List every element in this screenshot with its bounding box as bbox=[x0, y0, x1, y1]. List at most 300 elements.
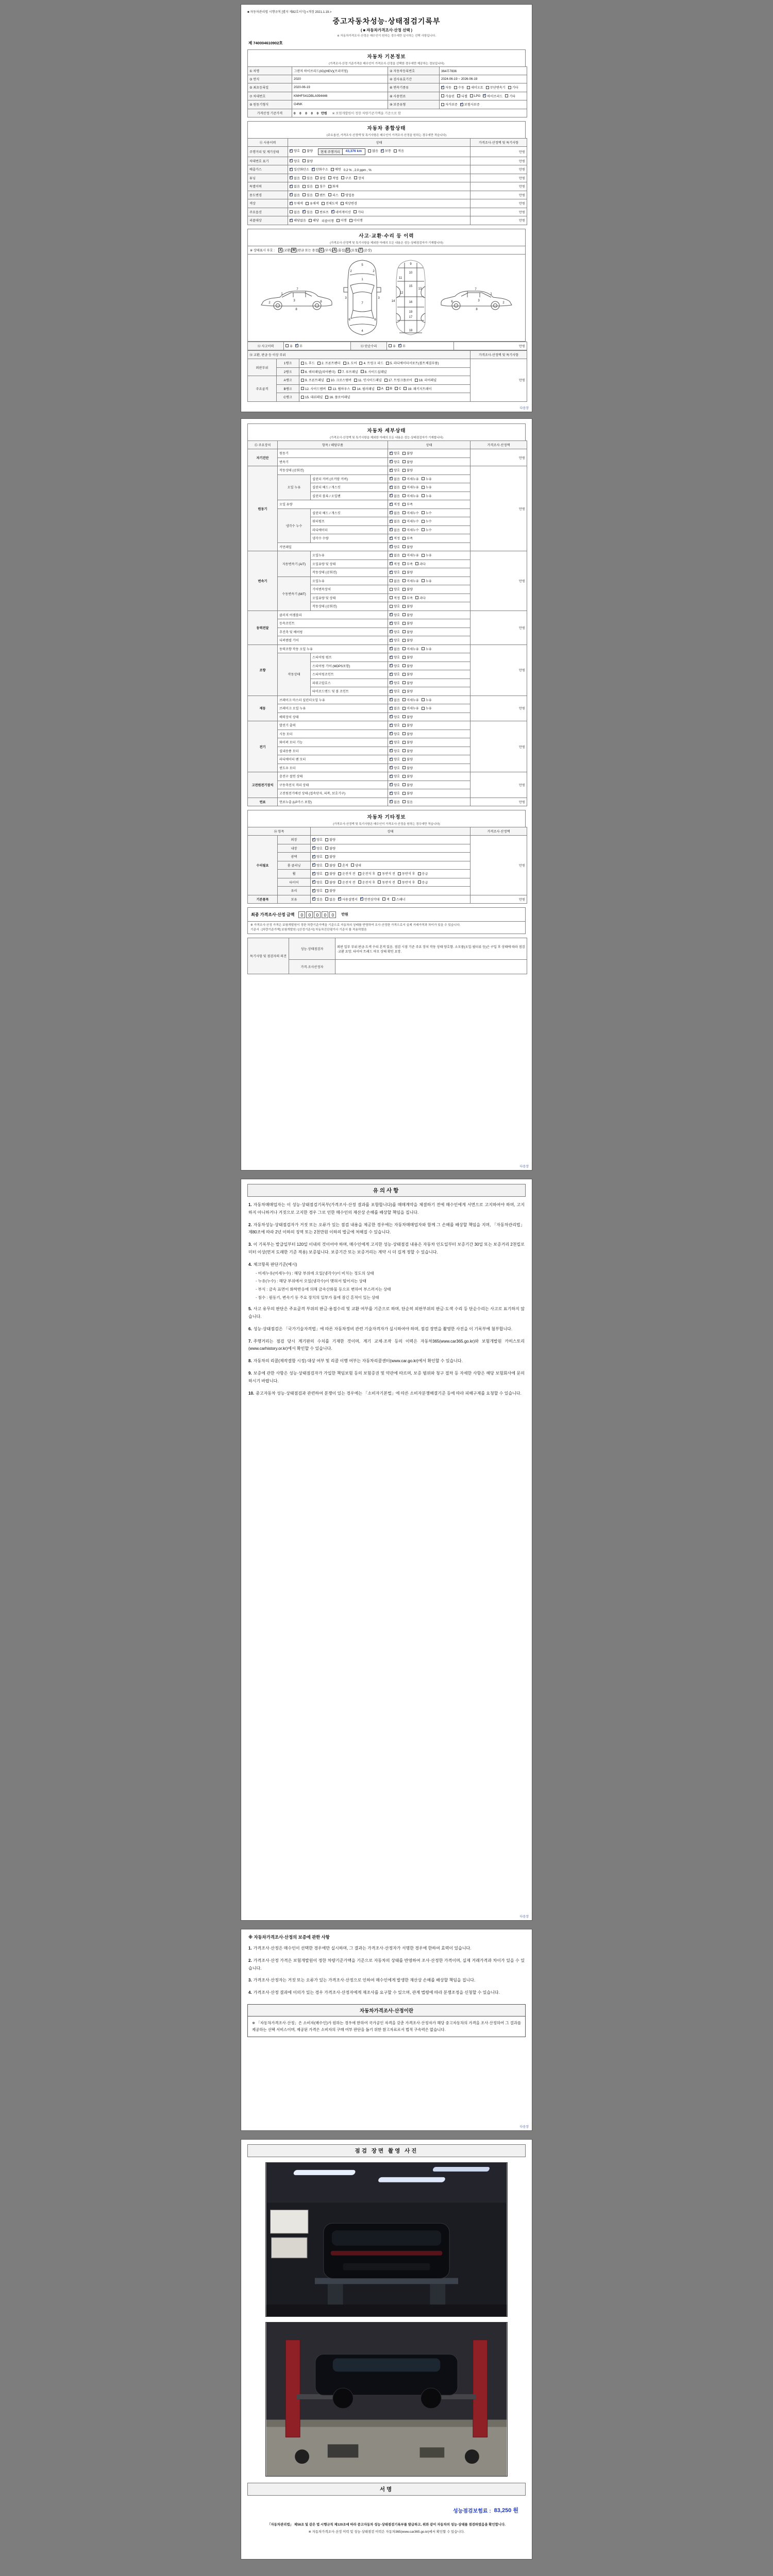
checkbox[interactable] bbox=[358, 880, 361, 884]
checkbox[interactable] bbox=[415, 562, 418, 565]
checkbox[interactable] bbox=[454, 86, 457, 89]
checkbox[interactable] bbox=[328, 387, 331, 390]
checkbox[interactable] bbox=[402, 630, 406, 633]
checkbox[interactable] bbox=[402, 554, 406, 557]
checkbox[interactable] bbox=[390, 783, 393, 786]
checkbox[interactable] bbox=[402, 477, 406, 480]
checkbox[interactable] bbox=[402, 656, 406, 659]
checkbox[interactable] bbox=[390, 528, 393, 531]
checkbox[interactable] bbox=[301, 362, 304, 365]
checkbox[interactable] bbox=[382, 897, 385, 901]
checkbox[interactable] bbox=[390, 622, 393, 625]
checkbox[interactable] bbox=[349, 219, 352, 222]
field-value: G4NK bbox=[292, 100, 388, 109]
checkbox[interactable] bbox=[418, 880, 421, 884]
checkbox-option bbox=[402, 800, 413, 804]
checkbox[interactable] bbox=[325, 880, 328, 884]
checkbox-option bbox=[390, 511, 400, 515]
checkbox[interactable] bbox=[398, 880, 401, 884]
checkbox[interactable] bbox=[402, 732, 406, 735]
checkbox[interactable] bbox=[394, 149, 397, 152]
checkbox[interactable] bbox=[325, 838, 328, 841]
checkbox[interactable] bbox=[402, 664, 406, 667]
checkbox[interactable] bbox=[402, 792, 406, 795]
notice-text: 자동차성능·상태점검자가 거짓 또는 오류가 있는 점검 내용을 제공한 경우에는 자동차매매업자와 함께 그 손해를 배상할 책임을 지며, 「자동차관리법」 제80조에 따라 2년 이하의 징역 또는 2천만원 이하의 벌금에 처해질 수 있습니다. bbox=[248, 1222, 525, 1235]
state-cell bbox=[288, 216, 470, 225]
checkbox[interactable] bbox=[303, 159, 306, 162]
checkbox-label: 미세누유 bbox=[406, 579, 419, 583]
checkbox[interactable] bbox=[402, 469, 406, 472]
checkbox[interactable] bbox=[386, 362, 389, 365]
field-label: ⑥ 변속기종류 bbox=[388, 83, 440, 92]
inspection-photo-1 bbox=[265, 2162, 508, 2317]
checkbox[interactable] bbox=[390, 486, 393, 489]
checkbox[interactable] bbox=[312, 838, 315, 841]
checkbox[interactable] bbox=[325, 863, 328, 867]
checkbox-option bbox=[290, 218, 306, 223]
checkbox[interactable] bbox=[384, 379, 388, 382]
insurance-fee-value: 83,250 원 bbox=[494, 2507, 518, 2514]
checkbox[interactable] bbox=[358, 872, 361, 875]
checkbox[interactable] bbox=[402, 783, 406, 786]
checkbox[interactable] bbox=[290, 185, 293, 188]
checkbox[interactable] bbox=[328, 185, 331, 188]
checkbox[interactable] bbox=[390, 469, 393, 472]
checkbox[interactable] bbox=[341, 176, 344, 179]
checkbox[interactable] bbox=[327, 379, 330, 382]
checkbox[interactable] bbox=[317, 362, 321, 365]
rank-label: 2랭크 bbox=[277, 367, 299, 376]
checkbox[interactable] bbox=[402, 562, 406, 565]
checkbox-option bbox=[390, 477, 400, 481]
checkbox[interactable] bbox=[457, 94, 460, 97]
checkbox[interactable] bbox=[328, 176, 331, 179]
checkbox[interactable] bbox=[390, 596, 393, 599]
notice-item bbox=[248, 1326, 525, 1333]
device-label: 연료 bbox=[248, 798, 278, 806]
checkbox[interactable] bbox=[441, 86, 444, 89]
checkbox[interactable] bbox=[390, 741, 393, 744]
checkbox[interactable] bbox=[352, 387, 356, 390]
checkbox[interactable] bbox=[402, 715, 406, 718]
checkbox[interactable] bbox=[338, 880, 341, 884]
checkbox[interactable] bbox=[360, 897, 363, 901]
checkbox[interactable] bbox=[290, 193, 293, 196]
checkbox[interactable] bbox=[390, 800, 393, 803]
checkbox[interactable] bbox=[402, 690, 406, 693]
checkbox-option bbox=[315, 184, 326, 189]
checkbox-option bbox=[390, 494, 400, 498]
checkbox[interactable] bbox=[301, 387, 304, 390]
table-row bbox=[248, 721, 527, 730]
checkbox[interactable] bbox=[402, 622, 406, 625]
section-header-etc bbox=[247, 810, 526, 827]
checkbox[interactable] bbox=[315, 185, 318, 188]
checkbox[interactable] bbox=[390, 664, 393, 667]
checkbox[interactable] bbox=[422, 707, 425, 710]
checkbox-label: 적정 bbox=[394, 596, 400, 600]
checkbox[interactable] bbox=[402, 537, 406, 540]
checkbox[interactable] bbox=[470, 94, 473, 97]
checkbox[interactable] bbox=[402, 681, 406, 684]
checkbox[interactable] bbox=[390, 724, 393, 727]
checkbox-label: 있음 bbox=[306, 185, 313, 189]
notice-title: 유의사항 bbox=[247, 1184, 526, 1197]
form-reference: ■ 자동차관리법 시행규칙 [별지 제82호서식] <개정 2021.1.19.> bbox=[247, 11, 332, 14]
checkbox[interactable] bbox=[338, 370, 341, 373]
checkbox[interactable] bbox=[390, 715, 393, 718]
checkbox[interactable] bbox=[325, 396, 328, 399]
checkbox[interactable] bbox=[390, 460, 393, 463]
checkbox[interactable] bbox=[402, 605, 406, 608]
checkbox[interactable] bbox=[312, 846, 315, 850]
checkbox[interactable] bbox=[312, 889, 315, 892]
checkbox[interactable] bbox=[341, 193, 344, 196]
checkbox[interactable] bbox=[402, 647, 406, 650]
checkbox-option bbox=[343, 361, 357, 365]
checkbox[interactable] bbox=[295, 344, 298, 347]
checkbox[interactable] bbox=[337, 219, 340, 222]
checkbox[interactable] bbox=[338, 863, 341, 867]
checkbox[interactable] bbox=[390, 749, 393, 752]
checkbox-label: 미세누수 bbox=[406, 511, 419, 515]
checkbox[interactable] bbox=[390, 588, 393, 591]
checkbox[interactable] bbox=[312, 872, 315, 875]
checkbox[interactable] bbox=[325, 846, 328, 850]
checkbox[interactable] bbox=[415, 379, 418, 382]
checkbox[interactable] bbox=[303, 210, 306, 213]
state-cell bbox=[388, 798, 470, 806]
checkbox[interactable] bbox=[422, 477, 425, 480]
checkbox[interactable] bbox=[422, 486, 425, 489]
checkbox[interactable] bbox=[415, 596, 418, 599]
checkbox[interactable] bbox=[390, 545, 393, 548]
checkbox[interactable] bbox=[386, 387, 389, 390]
price-cell: 만원 bbox=[470, 216, 527, 225]
checkbox-label: 장치 bbox=[358, 176, 364, 180]
checkbox[interactable] bbox=[325, 872, 328, 875]
checkbox[interactable] bbox=[389, 344, 392, 347]
remarks-who: 성능·상태점검자 bbox=[289, 938, 335, 960]
checkbox[interactable] bbox=[390, 571, 393, 574]
checkbox[interactable] bbox=[402, 758, 406, 761]
checkbox-option bbox=[303, 176, 313, 180]
checkbox[interactable] bbox=[402, 749, 406, 752]
item-label: 발전기 출력 bbox=[278, 721, 388, 730]
checkbox[interactable] bbox=[312, 863, 315, 867]
checkbox-label: 16. 플로어패널 bbox=[329, 396, 350, 399]
checkbox[interactable] bbox=[331, 210, 334, 213]
checkbox-label: 불량 bbox=[406, 766, 413, 770]
checkbox[interactable] bbox=[402, 511, 406, 514]
checkbox[interactable] bbox=[331, 168, 334, 171]
checkbox[interactable] bbox=[343, 362, 346, 365]
checkbox[interactable] bbox=[422, 579, 425, 582]
notice-item bbox=[248, 1390, 525, 1398]
checkbox[interactable] bbox=[325, 855, 328, 858]
state-cell bbox=[388, 457, 470, 466]
use-history-label: 튜닝 bbox=[248, 174, 288, 182]
checkbox[interactable] bbox=[460, 103, 463, 106]
checkbox[interactable] bbox=[309, 219, 312, 222]
checkbox[interactable] bbox=[508, 86, 511, 89]
checkbox[interactable] bbox=[402, 707, 406, 710]
checkbox[interactable] bbox=[402, 588, 406, 591]
checkbox[interactable] bbox=[325, 897, 328, 901]
section-note: (가격조사·산정액 및 특기사항을 제외한 아래의 모든 내용은 성능·상태점검자가 기재합니다) bbox=[330, 241, 443, 245]
checkbox[interactable] bbox=[354, 176, 357, 179]
checkbox[interactable] bbox=[390, 775, 393, 778]
checkbox[interactable] bbox=[390, 503, 393, 506]
diagram-part-number: 6 bbox=[320, 300, 322, 303]
item-label: 오일유량 및 상태 bbox=[311, 560, 388, 568]
checkbox[interactable] bbox=[402, 698, 406, 701]
checkbox[interactable] bbox=[402, 486, 406, 489]
checkbox[interactable] bbox=[390, 520, 393, 523]
checkbox[interactable] bbox=[359, 362, 362, 365]
item-label: 브레이크 오일 누유 bbox=[278, 704, 388, 713]
base-price-unit: 만원 bbox=[321, 111, 327, 115]
checkbox[interactable] bbox=[402, 452, 406, 455]
checkbox[interactable] bbox=[390, 681, 393, 684]
remarks-text: 외판 일부 부위 판금·도색 수리 흔적 있음. 점검 시점 기준 주요 장치 작동 상태 양호함. 소모품(오일·필터류 등)은 구입 후 상태에 따라 점검·교환 요망. 타이어 트레드 마모 상태 확인 요망. bbox=[335, 938, 527, 960]
notice-item bbox=[248, 1201, 525, 1217]
checkbox[interactable] bbox=[351, 863, 354, 867]
checkbox[interactable] bbox=[390, 452, 393, 455]
checkbox[interactable] bbox=[402, 494, 406, 497]
checkbox[interactable] bbox=[306, 202, 309, 205]
checkbox[interactable] bbox=[290, 210, 293, 213]
table-row bbox=[248, 938, 527, 960]
checkbox[interactable] bbox=[390, 639, 393, 642]
checkbox[interactable] bbox=[422, 554, 425, 557]
checkbox-label: 유 bbox=[393, 344, 396, 348]
checkbox-label: 미이행 bbox=[353, 219, 363, 223]
table-row bbox=[248, 836, 527, 844]
checkbox[interactable] bbox=[354, 210, 357, 213]
checkbox[interactable] bbox=[402, 579, 406, 582]
checkbox[interactable] bbox=[390, 698, 393, 701]
checkbox-label: 기타 bbox=[509, 94, 516, 98]
checkbox[interactable] bbox=[402, 639, 406, 642]
checkbox[interactable] bbox=[398, 872, 401, 875]
checkbox[interactable] bbox=[338, 897, 341, 901]
checkbox-label: 유 bbox=[290, 344, 293, 348]
checkbox[interactable] bbox=[422, 520, 425, 523]
checkbox[interactable] bbox=[390, 537, 393, 540]
checkbox-label: 없음 bbox=[394, 554, 400, 557]
checkbox-option bbox=[402, 451, 413, 455]
checkbox[interactable] bbox=[390, 613, 393, 616]
checkbox[interactable] bbox=[378, 872, 381, 875]
state-cell bbox=[388, 577, 470, 585]
checkbox[interactable] bbox=[290, 149, 293, 152]
rank-label: C랭크 bbox=[277, 393, 299, 402]
checkbox-option bbox=[338, 897, 358, 902]
checkbox[interactable] bbox=[312, 855, 315, 858]
checkbox[interactable] bbox=[422, 698, 425, 701]
checkbox-option bbox=[349, 218, 363, 223]
checkbox-label: 썬루프 bbox=[319, 210, 329, 214]
checkbox[interactable] bbox=[361, 370, 364, 373]
checkbox-label: 누수 bbox=[425, 520, 432, 523]
price-cell: 만원 bbox=[470, 895, 527, 904]
checkbox-option bbox=[390, 485, 400, 489]
checkbox[interactable] bbox=[301, 396, 304, 399]
checkbox[interactable] bbox=[303, 149, 306, 152]
checkbox[interactable] bbox=[312, 168, 315, 171]
checkbox[interactable] bbox=[341, 202, 344, 205]
checkbox-label: 적정 bbox=[394, 537, 400, 540]
checkbox[interactable] bbox=[422, 528, 425, 531]
section-header-basic bbox=[247, 49, 526, 66]
checkbox-option bbox=[301, 395, 323, 399]
state-cell bbox=[388, 449, 470, 458]
checkbox[interactable] bbox=[418, 872, 421, 875]
checkbox-label: 누유 bbox=[425, 579, 432, 583]
checkbox[interactable] bbox=[325, 889, 328, 892]
photo-section-title: 점검 장면 촬영 사진 bbox=[247, 2144, 526, 2157]
checkbox[interactable] bbox=[290, 219, 293, 222]
checkbox[interactable] bbox=[390, 477, 393, 480]
checkbox[interactable] bbox=[422, 647, 425, 650]
checkbox[interactable] bbox=[303, 193, 306, 196]
checkbox[interactable] bbox=[441, 103, 444, 106]
checkbox[interactable] bbox=[505, 94, 508, 97]
checkbox-label: 과다 bbox=[419, 562, 426, 566]
checkbox[interactable] bbox=[303, 176, 306, 179]
checkbox[interactable] bbox=[390, 554, 393, 557]
checkbox[interactable] bbox=[390, 511, 393, 514]
checkbox[interactable] bbox=[390, 690, 393, 693]
checkbox[interactable] bbox=[328, 193, 331, 196]
checkbox[interactable] bbox=[368, 149, 371, 152]
checkbox[interactable] bbox=[290, 159, 293, 162]
checkbox[interactable] bbox=[441, 94, 444, 97]
checkbox[interactable] bbox=[483, 94, 486, 97]
checkbox[interactable] bbox=[315, 193, 318, 196]
use-history-label: 특별이력 bbox=[248, 182, 288, 191]
checkbox[interactable] bbox=[390, 707, 393, 710]
checkbox[interactable] bbox=[390, 766, 393, 769]
checkbox[interactable] bbox=[402, 800, 406, 803]
final-note-1: ※ 가격조사·산정 가격은 보험개발원이 정한 차량기준가액을 기준으로 자동차의 상태를 반영하여 조사·산정한 가격으로서 실제 거래가격과 차이가 있을 수 있습니다. bbox=[250, 924, 461, 927]
checkbox[interactable] bbox=[402, 741, 406, 744]
checkbox[interactable] bbox=[312, 897, 315, 901]
checkbox-option bbox=[301, 386, 326, 391]
checkbox[interactable] bbox=[402, 673, 406, 676]
checkbox[interactable] bbox=[285, 344, 289, 347]
checkbox[interactable] bbox=[390, 579, 393, 582]
checkbox[interactable] bbox=[290, 176, 293, 179]
checkbox[interactable] bbox=[395, 387, 398, 390]
checkbox[interactable] bbox=[402, 460, 406, 463]
diagram-part-number: 6 bbox=[451, 300, 453, 303]
checkbox-option bbox=[505, 94, 515, 98]
checkbox[interactable] bbox=[290, 202, 293, 205]
next-page-marker: 다음장 bbox=[519, 1165, 529, 1168]
item-label: 원동기 bbox=[278, 449, 388, 458]
checkbox[interactable] bbox=[402, 775, 406, 778]
checkbox[interactable] bbox=[402, 613, 406, 616]
checkbox[interactable] bbox=[402, 724, 406, 727]
item-label: 작동상태 (공회전) bbox=[278, 466, 388, 475]
checkbox-option bbox=[486, 85, 506, 90]
state-cell bbox=[311, 887, 470, 895]
checkbox[interactable] bbox=[354, 379, 357, 382]
checkbox[interactable] bbox=[402, 766, 406, 769]
state-cell bbox=[388, 585, 470, 594]
checkbox[interactable] bbox=[486, 86, 489, 89]
checkbox[interactable] bbox=[390, 758, 393, 761]
checkbox[interactable] bbox=[378, 880, 381, 884]
checkbox[interactable] bbox=[467, 86, 470, 89]
checkbox[interactable] bbox=[301, 370, 304, 373]
checkbox[interactable] bbox=[390, 656, 393, 659]
checkbox[interactable] bbox=[402, 520, 406, 523]
checkbox[interactable] bbox=[301, 379, 304, 382]
checkbox-option bbox=[338, 871, 356, 876]
checkbox[interactable] bbox=[402, 545, 406, 548]
checkbox[interactable] bbox=[390, 647, 393, 650]
checkbox[interactable] bbox=[290, 168, 293, 171]
checkbox-label: 불량 bbox=[406, 588, 413, 591]
checkbox[interactable] bbox=[390, 494, 393, 497]
checkbox[interactable] bbox=[390, 630, 393, 633]
checkbox[interactable] bbox=[312, 880, 315, 884]
checkbox-label: 안전삼각대 bbox=[364, 897, 380, 902]
checkbox[interactable] bbox=[392, 897, 395, 901]
state-cell bbox=[311, 861, 470, 870]
checkbox-option bbox=[331, 167, 341, 172]
checkbox[interactable] bbox=[402, 571, 406, 574]
checkbox[interactable] bbox=[381, 149, 384, 152]
checkbox-label: 응급 bbox=[422, 880, 428, 885]
state-cell bbox=[388, 645, 470, 653]
checkbox[interactable] bbox=[390, 605, 393, 608]
checkbox-option bbox=[402, 494, 419, 498]
legend-label: ※ 상태표시 부호 : bbox=[250, 248, 275, 252]
checkbox[interactable] bbox=[402, 596, 406, 599]
diagram-part-number: 8 bbox=[295, 308, 297, 311]
checkbox[interactable] bbox=[315, 210, 318, 213]
checkbox-option bbox=[402, 511, 419, 515]
checkbox[interactable] bbox=[315, 176, 318, 179]
checkbox[interactable] bbox=[398, 344, 401, 347]
checkbox-label: 7. 루프패널 bbox=[342, 370, 358, 374]
checkbox[interactable] bbox=[390, 673, 393, 676]
checkbox[interactable] bbox=[422, 511, 425, 514]
checkbox[interactable] bbox=[303, 185, 306, 188]
checkbox[interactable] bbox=[338, 872, 341, 875]
checkbox-label: A bbox=[381, 386, 383, 391]
checkbox[interactable] bbox=[322, 202, 325, 205]
checkbox[interactable] bbox=[390, 732, 393, 735]
checkbox-option bbox=[390, 630, 400, 634]
checkbox[interactable] bbox=[390, 792, 393, 795]
checkbox[interactable] bbox=[402, 528, 406, 531]
checkbox[interactable] bbox=[402, 503, 406, 506]
checkbox[interactable] bbox=[404, 387, 407, 390]
checkbox-option bbox=[390, 740, 400, 744]
checkbox[interactable] bbox=[422, 494, 425, 497]
checkbox-label: 화재 bbox=[332, 185, 339, 189]
base-price-cell bbox=[292, 109, 527, 117]
checkbox[interactable] bbox=[377, 387, 380, 390]
checkbox[interactable] bbox=[390, 562, 393, 565]
item-label: 연료누출 (LP가스 포함) bbox=[278, 798, 388, 806]
checkbox-option bbox=[390, 715, 400, 719]
